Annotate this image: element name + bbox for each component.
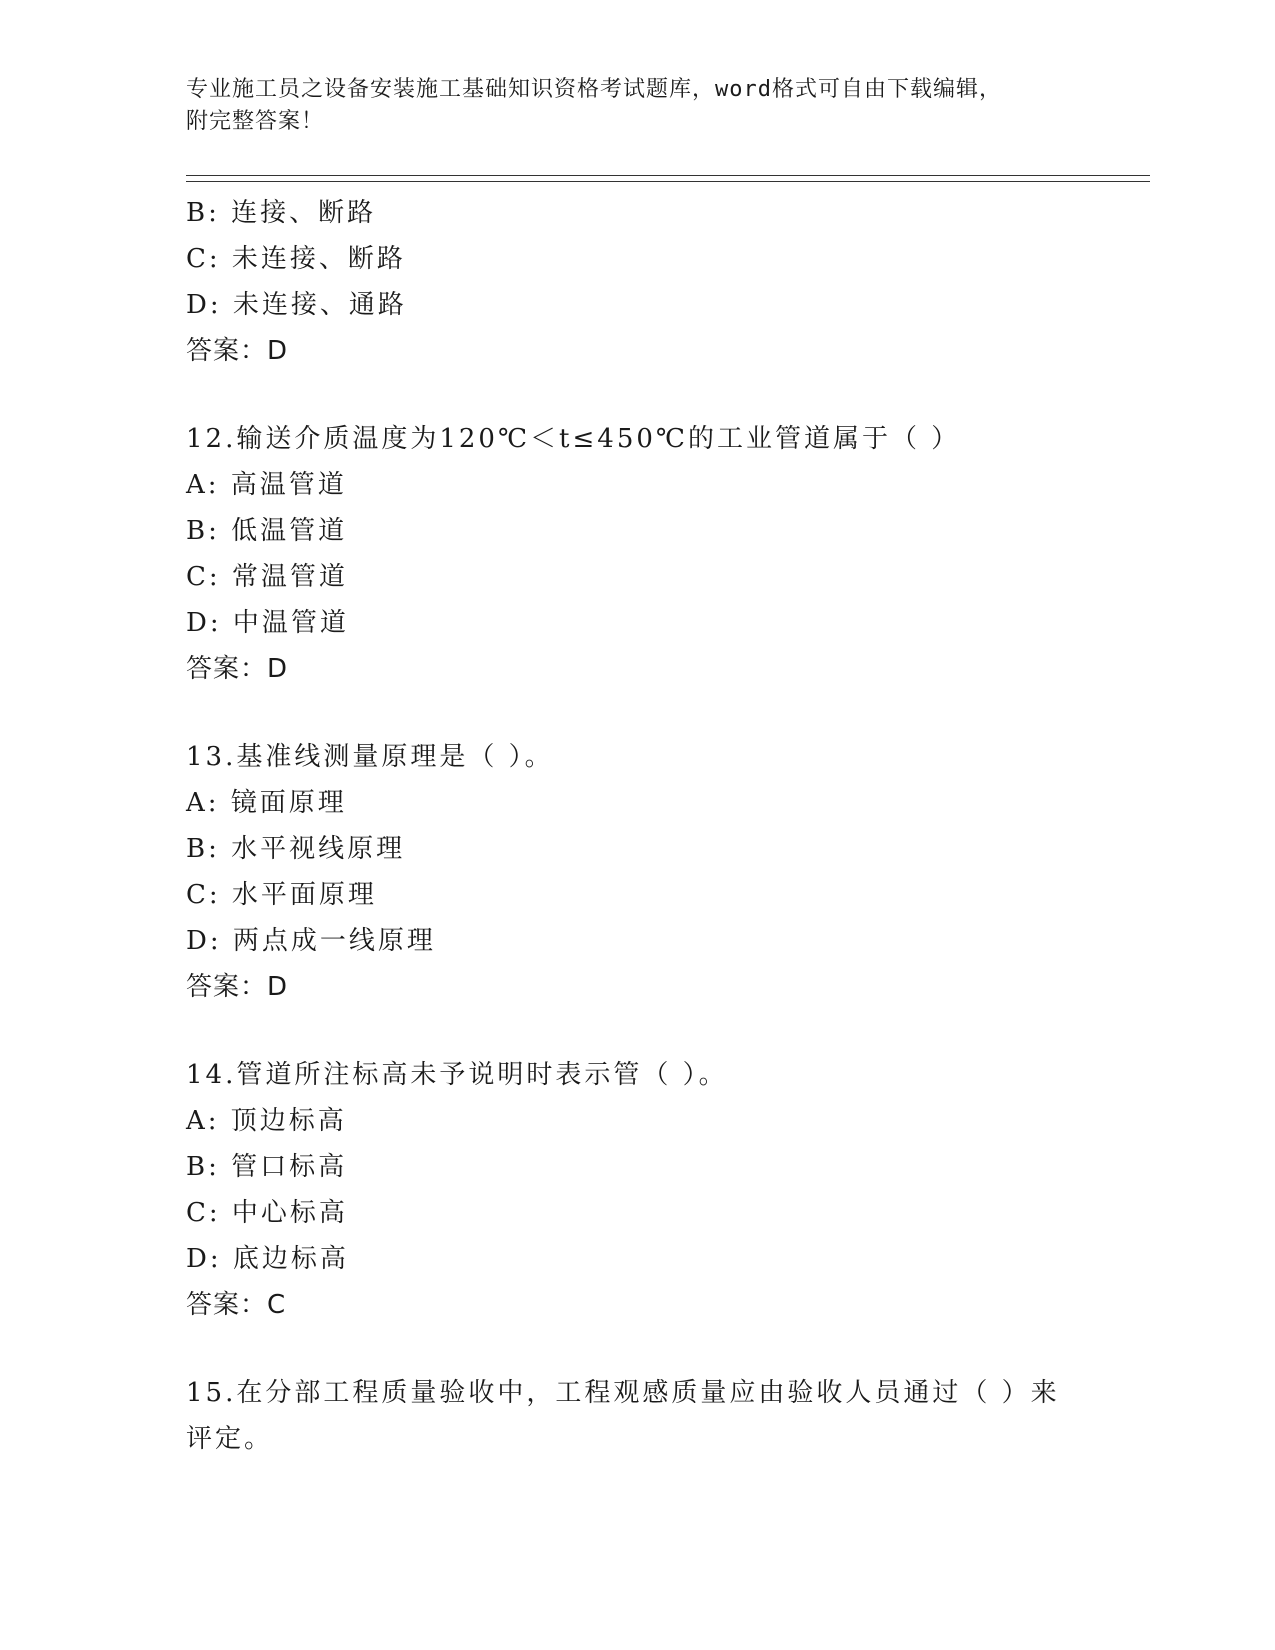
option-b: B: 低温管道 bbox=[186, 516, 348, 546]
option-b: B: 连接、断路 bbox=[186, 198, 377, 228]
option-a: A: 高温管道 bbox=[186, 470, 347, 500]
question-stem: 14.管道所注标高未予说明时表示管（ ）。 bbox=[186, 1060, 728, 1090]
option-c: C: 未连接、断路 bbox=[186, 244, 406, 274]
option-b: B: 水平视线原理 bbox=[186, 834, 406, 864]
header-divider-top bbox=[186, 175, 1150, 176]
answer: 答案：D bbox=[186, 654, 289, 684]
question-stem-line-1: 15.在分部工程质量验收中，工程观感质量应由验收人员通过（ ）来 bbox=[186, 1378, 1060, 1408]
question-11-continued bbox=[186, 190, 1086, 374]
answer: 答案：D bbox=[186, 336, 289, 366]
option-a: A: 镜面原理 bbox=[186, 788, 347, 818]
question-stem: 12.输送介质温度为120℃＜t≤450℃的工业管道属于（ ） bbox=[186, 424, 961, 454]
question-15 bbox=[186, 1370, 1086, 1462]
page-header bbox=[186, 74, 1066, 138]
question-stem: 13.基准线测量原理是（ ）。 bbox=[186, 742, 554, 772]
option-c: C: 中心标高 bbox=[186, 1198, 348, 1228]
question-stem-line-2: 评定。 bbox=[186, 1424, 274, 1454]
option-a: A: 顶边标高 bbox=[186, 1106, 347, 1136]
header-line-1: 专业施工员之设备安装施工基础知识资格考试题库，word格式可自由下载编辑， bbox=[186, 77, 1002, 102]
header-divider-bottom bbox=[186, 181, 1150, 182]
option-b: B: 管口标高 bbox=[186, 1152, 348, 1182]
option-d: D: 中温管道 bbox=[186, 608, 349, 638]
header-line-2: 附完整答案！ bbox=[186, 109, 325, 134]
question-13 bbox=[186, 734, 1086, 1010]
question-14 bbox=[186, 1052, 1086, 1328]
answer: 答案：D bbox=[186, 972, 289, 1002]
question-list bbox=[186, 190, 1086, 1462]
question-12 bbox=[186, 416, 1086, 692]
answer: 答案：C bbox=[186, 1290, 287, 1320]
option-c: C: 常温管道 bbox=[186, 562, 348, 592]
option-d: D: 两点成一线原理 bbox=[186, 926, 436, 956]
option-d: D: 未连接、通路 bbox=[186, 290, 407, 320]
option-c: C: 水平面原理 bbox=[186, 880, 377, 910]
option-d: D: 底边标高 bbox=[186, 1244, 349, 1274]
